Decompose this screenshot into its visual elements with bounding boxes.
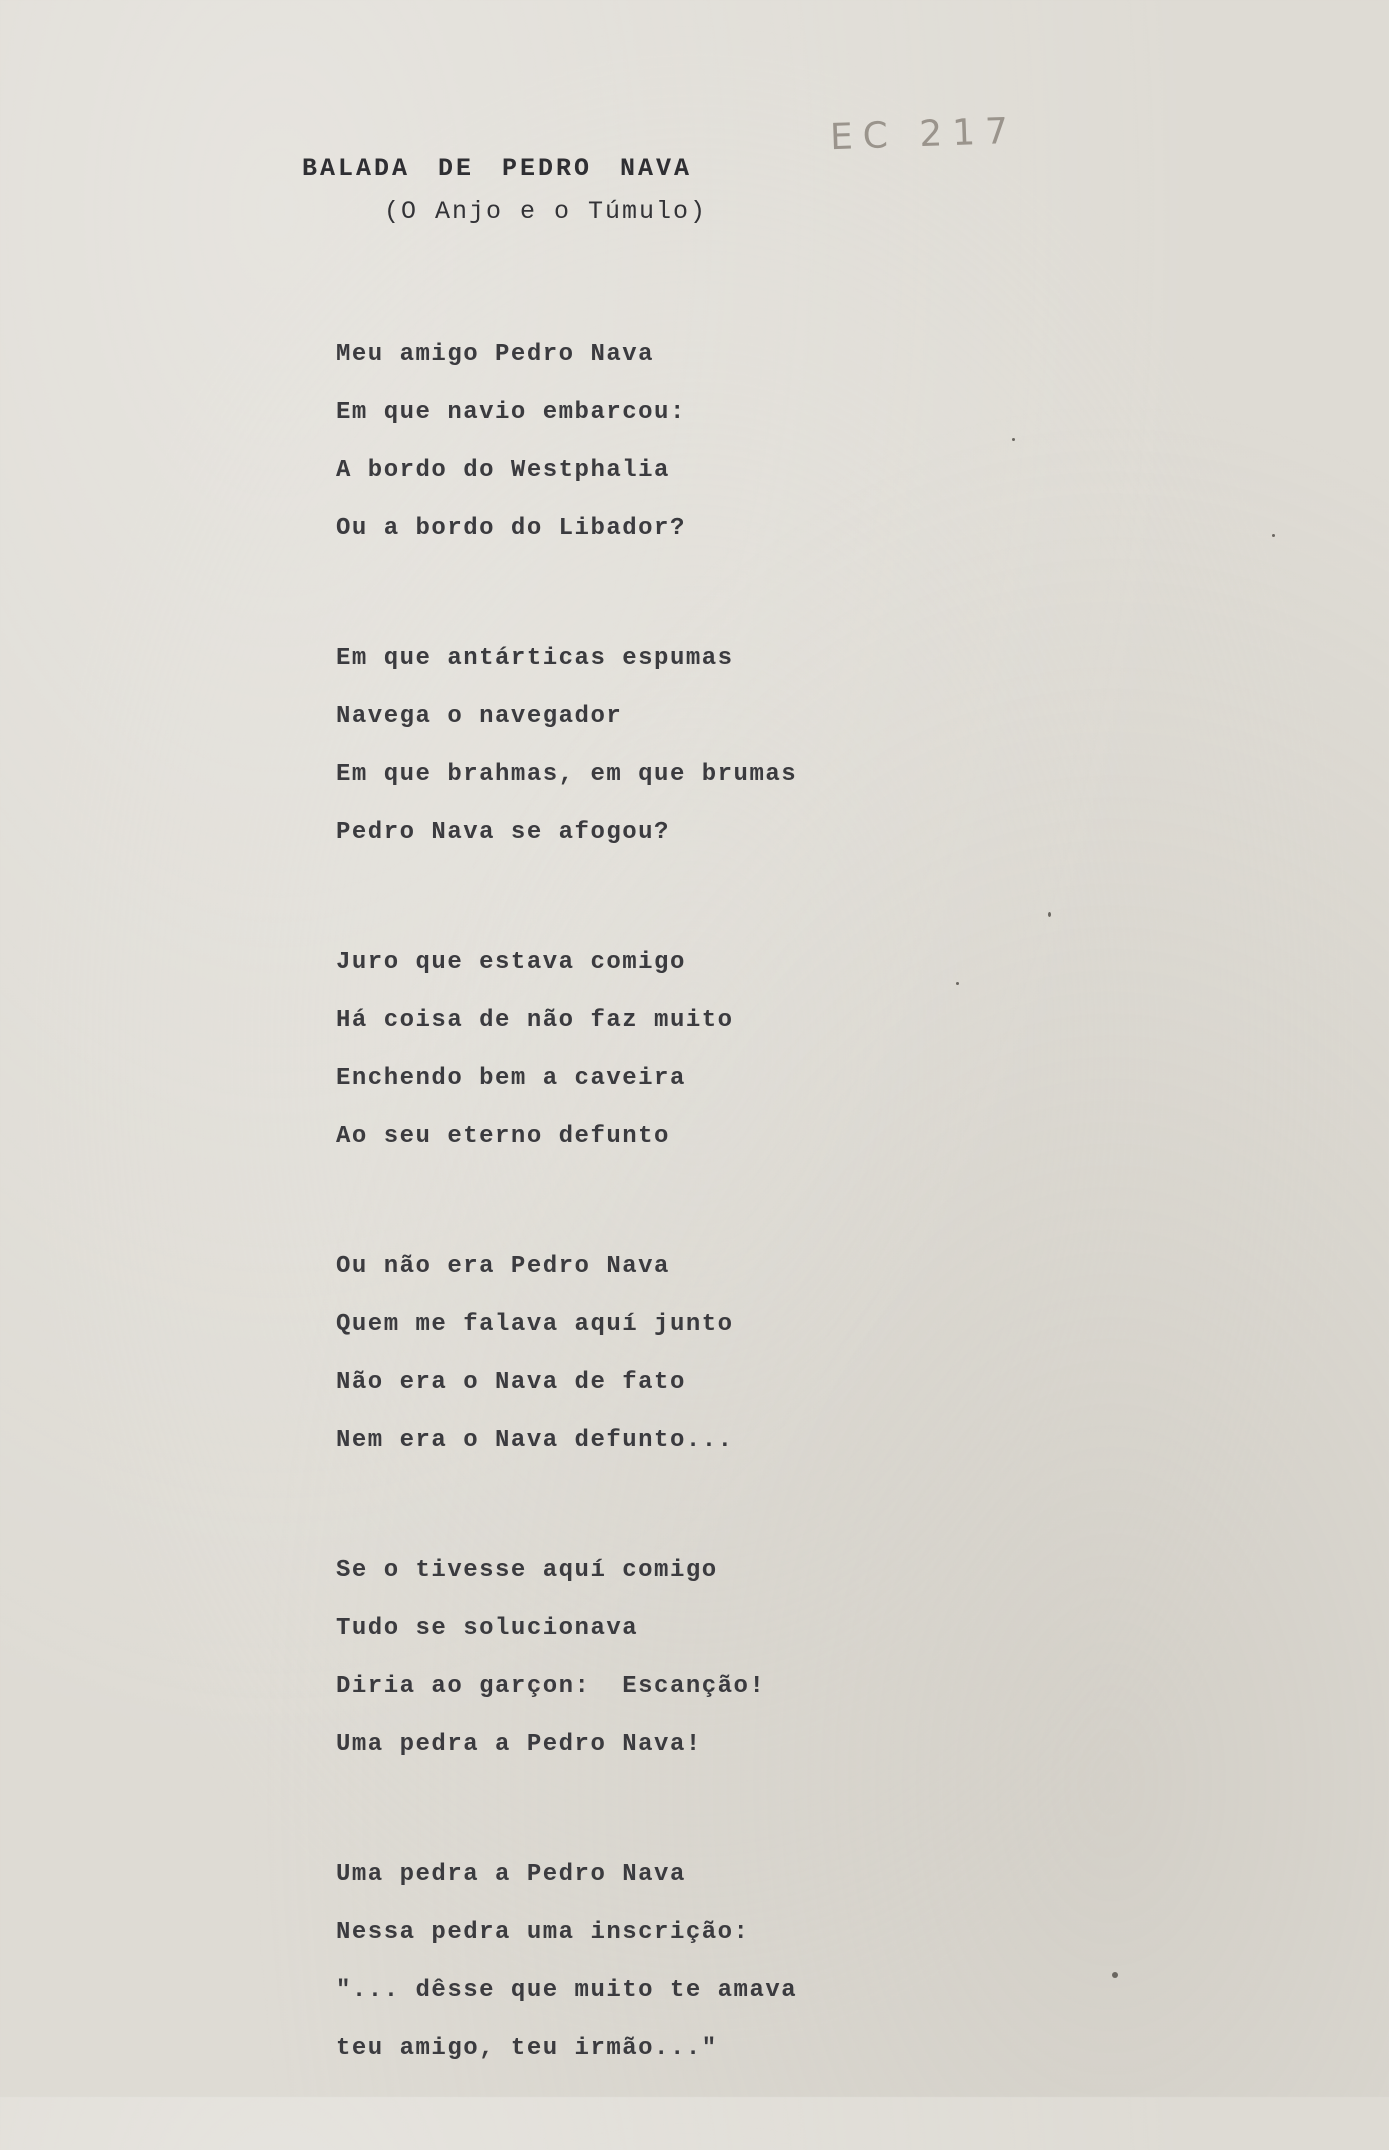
- poem-line: Uma pedra a Pedro Nava: [336, 1861, 686, 1888]
- poem-subtitle: (O Anjo e o Túmulo): [384, 197, 708, 226]
- paper-speck: [1012, 438, 1015, 441]
- poem-line: teu amigo, teu irmão...": [336, 2035, 718, 2062]
- title-block: [302, 154, 707, 226]
- poem-line: Uma pedra a Pedro Nava!: [336, 1731, 702, 1758]
- paper-speck: [1112, 1972, 1118, 1978]
- paper-speck: [956, 982, 959, 985]
- stanza: [336, 934, 797, 1166]
- poem-line: Ou a bordo do Libador?: [336, 515, 686, 542]
- poem-line: Diria ao garçon: Escanção!: [336, 1673, 766, 1700]
- stanza: [336, 1846, 797, 2078]
- poem-line: Em que brahmas, em que brumas: [336, 761, 798, 788]
- poem-line: Ao seu eterno defunto: [336, 1123, 670, 1150]
- poem-line: Quem me falava aquí junto: [336, 1311, 734, 1338]
- poem-line: Se o tivesse aquí comigo: [336, 1557, 718, 1584]
- paper-speck: [1272, 534, 1275, 537]
- poem-line: Juro que estava comigo: [336, 949, 686, 976]
- poem-line: Navega o navegador: [336, 703, 623, 730]
- poem-body: [336, 326, 797, 2150]
- archive-code-annotation: EC 217: [829, 110, 1019, 159]
- poem-line: Nessa pedra uma inscrição:: [336, 1919, 750, 1946]
- poem-line: Nem era o Nava defunto...: [336, 1427, 734, 1454]
- poem-line: Em que navio embarcou:: [336, 399, 686, 426]
- poem-line: Em que antárticas espumas: [336, 645, 734, 672]
- poem-line: Meu amigo Pedro Nava: [336, 341, 655, 368]
- poem-line: Pedro Nava se afogou?: [336, 819, 670, 846]
- stanza: [336, 1542, 797, 1774]
- stanza: [336, 1238, 797, 1470]
- poem-line: Enchendo bem a caveira: [336, 1065, 686, 1092]
- paper-speck: [1048, 912, 1051, 917]
- stanza: [336, 326, 797, 558]
- poem-line: Não era o Nava de fato: [336, 1369, 686, 1396]
- poem-line: "... dêsse que muito te amava: [336, 1977, 798, 2004]
- poem-line: Tudo se solucionava: [336, 1615, 639, 1642]
- poem-line: Há coisa de não faz muito: [336, 1007, 734, 1034]
- stanza: [336, 630, 797, 862]
- poem-title: BALADA DE PEDRO NAVA: [302, 154, 693, 183]
- poem-line: A bordo do Westphalia: [336, 457, 670, 484]
- poem-line: Ou não era Pedro Nava: [336, 1253, 670, 1280]
